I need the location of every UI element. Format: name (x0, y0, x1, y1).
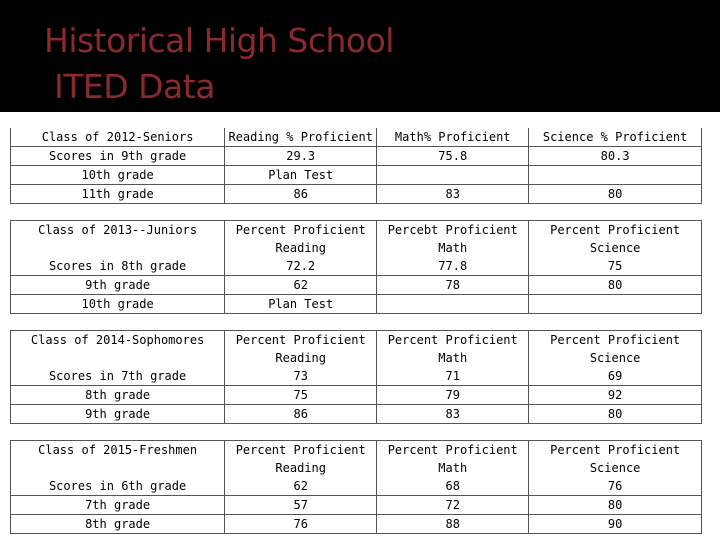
table-class-2013 (10, 220, 702, 314)
header-cell: Percent Proficient Reading (225, 441, 377, 478)
table-row (11, 477, 702, 496)
cell-reading: Plan Test (225, 166, 377, 185)
cell-math: 88 (377, 515, 529, 534)
header-cell: Percent Proficient Reading (225, 221, 377, 258)
row-label: 8th grade (11, 515, 225, 534)
header-cell: Percent Proficient Science (529, 331, 702, 368)
cell-science: 69 (529, 367, 702, 386)
table-row (11, 367, 702, 386)
table-row (11, 295, 702, 314)
tables-container (10, 128, 702, 534)
cell-reading: 73 (225, 367, 377, 386)
row-label: 11th grade (11, 185, 225, 204)
cell-math: 83 (377, 405, 529, 424)
table-row (11, 147, 702, 166)
header-cell: Percent Proficient Math (377, 331, 529, 368)
table-row (11, 515, 702, 534)
cell-science: 76 (529, 477, 702, 496)
header-cell: Science % Proficient (529, 128, 702, 147)
header-cell: Class of 2015-Freshmen (11, 441, 225, 478)
cell-reading: Plan Test (225, 295, 377, 314)
row-label: 10th grade (11, 166, 225, 185)
table-row (11, 166, 702, 185)
header-cell: Percent Proficient Math (377, 441, 529, 478)
cell-reading: 62 (225, 276, 377, 295)
table-header-row (11, 128, 702, 147)
cell-reading: 86 (225, 185, 377, 204)
row-label: Scores in 9th grade (11, 147, 225, 166)
header-cell: Percebt Proficient Math (377, 221, 529, 258)
table-class-2014 (10, 330, 702, 424)
cell-math: 83 (377, 185, 529, 204)
cell-reading: 29.3 (225, 147, 377, 166)
title-banner (0, 0, 720, 112)
header-cell: Percent Proficient Science (529, 221, 702, 258)
table-class-2015 (10, 440, 702, 534)
header-cell: Math% Proficient (377, 128, 529, 147)
row-label: Scores in 6th grade (11, 477, 225, 496)
cell-math: 78 (377, 276, 529, 295)
cell-reading: 75 (225, 386, 377, 405)
table-row (11, 405, 702, 424)
cell-reading: 57 (225, 496, 377, 515)
table-header-row (11, 221, 702, 258)
table-class-2012 (10, 128, 702, 204)
cell-science: 80 (529, 405, 702, 424)
cell-math: 71 (377, 367, 529, 386)
cell-reading: 76 (225, 515, 377, 534)
cell-reading: 86 (225, 405, 377, 424)
row-label: 9th grade (11, 276, 225, 295)
cell-math (377, 166, 529, 185)
header-cell: Percent Proficient Reading (225, 331, 377, 368)
cell-science: 80.3 (529, 147, 702, 166)
row-label: 10th grade (11, 295, 225, 314)
title-line-1: Historical High School (44, 21, 394, 60)
row-label: 8th grade (11, 386, 225, 405)
cell-math: 72 (377, 496, 529, 515)
table-row (11, 496, 702, 515)
header-cell: Class of 2013--Juniors (11, 221, 225, 258)
row-label: Scores in 7th grade (11, 367, 225, 386)
slide-title (44, 18, 394, 110)
cell-science (529, 166, 702, 185)
cell-reading: 72.2 (225, 257, 377, 276)
cell-science: 80 (529, 276, 702, 295)
row-label: Scores in 8th grade (11, 257, 225, 276)
table-row (11, 276, 702, 295)
row-label: 7th grade (11, 496, 225, 515)
cell-math: 75.8 (377, 147, 529, 166)
table-row (11, 386, 702, 405)
table-row (11, 257, 702, 276)
header-cell: Class of 2014-Sophomores (11, 331, 225, 368)
cell-science: 80 (529, 496, 702, 515)
row-label: 9th grade (11, 405, 225, 424)
header-cell: Class of 2012-Seniors (11, 128, 225, 147)
cell-science (529, 295, 702, 314)
cell-science: 80 (529, 185, 702, 204)
table-header-row (11, 331, 702, 368)
header-cell: Reading % Proficient (225, 128, 377, 147)
cell-science: 75 (529, 257, 702, 276)
cell-science: 90 (529, 515, 702, 534)
cell-math: 68 (377, 477, 529, 496)
cell-math: 79 (377, 386, 529, 405)
title-line-2: ITED Data (44, 67, 215, 106)
table-row (11, 185, 702, 204)
cell-science: 92 (529, 386, 702, 405)
table-header-row (11, 441, 702, 478)
cell-math (377, 295, 529, 314)
cell-math: 77.8 (377, 257, 529, 276)
header-cell: Percent Proficient Science (529, 441, 702, 478)
cell-reading: 62 (225, 477, 377, 496)
